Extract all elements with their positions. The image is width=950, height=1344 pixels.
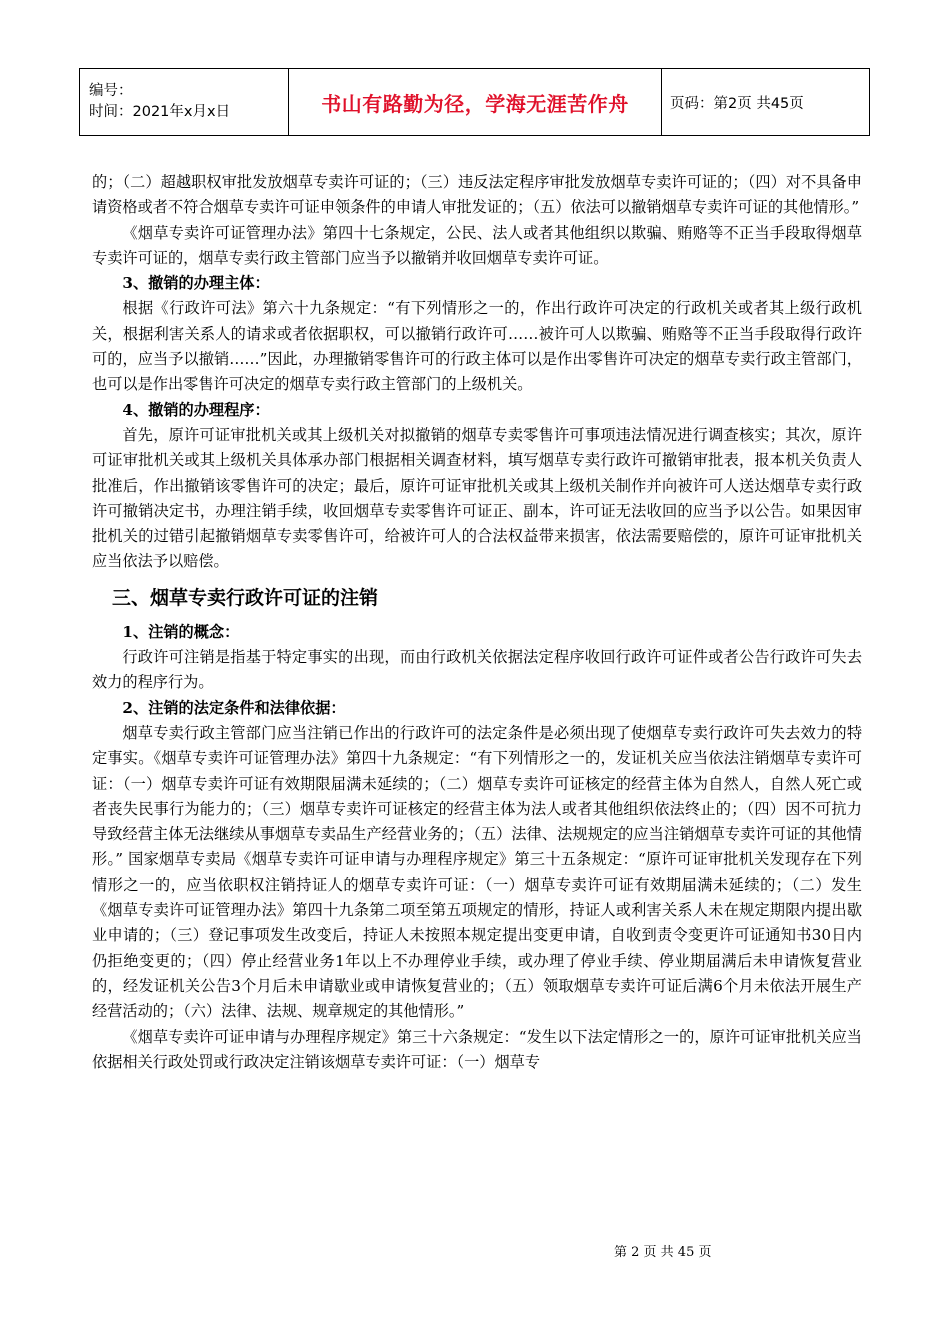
paragraph: 行政许可注销是指基于特定事实的出现，而由行政机关依据法定程序收回行政许可证件或者公告行政许可失去效力的程序行为。 (92, 648, 862, 692)
paragraph: 根据《行政许可法》第六十九条规定：“有下列情形之一的，作出行政许可决定的行政机关或者其上级行政机关，根据利害关系人的请求或者依据职权，可以撤销行政许可……被许可人以欺骗、贿赂等不正当手段取得行政许可的，应当予以撤销……”因此，办理撤销零售许可的行政主体可以是作出零售许可决定的烟草专卖行政主管部门，也可以是作出零售许可决定的烟草专卖行政主管部门的上级机关。 (92, 299, 862, 394)
header-motto: 书山有路勤为径，学海无涯苦作舟 (289, 69, 662, 136)
subheading: 3、撤销的办理主体： (122, 274, 270, 293)
page-footer: 第 2 页 共 45 页 (614, 1245, 712, 1260)
section-heading: 三、烟草专卖行政许可证的注销 (112, 586, 379, 609)
subheading: 2、注销的法定条件和法律依据： (122, 698, 346, 717)
paragraph: 的；（二）超越职权审批发放烟草专卖许可证的；（三）违反法定程序审批发放烟草专卖许可证的；（四）对不具备申请资格或者不符合烟草专卖许可证申领条件的申请人审批发证的；（五）依法可以撤销烟草专卖许可证的其他情形。” (92, 173, 862, 217)
paragraph: 首先，原许可证审批机关或其上级机关对拟撤销的烟草专卖零售许可事项违法情况进行调查核实；其次，原许可证审批机关或其上级机关具体承办部门根据相关调查材料，填写烟草专卖行政许可撤销审批表，报本机关负责人批准后，作出撤销该零售许可的决定；最后，原许可证审批机关或其上级机关制作并向被许可人送达烟草专卖行政许可撤销决定书，办理注销手续，收回烟草专卖零售许可证正、副本，许可证无法收回的应当予以公告。如果因审批机关的过错引起撤销烟草专卖零售许可，给被许可人的合法权益带来损害，依法需要赔偿的，原许可证审批机关应当依法予以赔偿。 (92, 425, 862, 571)
paragraph: 《烟草专卖许可证管理办法》第四十七条规定，公民、法人或者其他组织以欺骗、贿赂等不正当手段取得烟草专卖许可证的，烟草专卖行政主管部门应当予以撤销并收回烟草专卖许可证。 (92, 223, 862, 267)
paragraph: 《烟草专卖许可证申请与办理程序规定》第三十六条规定：“发生以下法定情形之一的，原许可证审批机关应当依据相关行政处罚或行政决定注销该烟草专卖许可证：（一）烟草专 (92, 1027, 862, 1071)
document-date: 时间：2021年x月x日 (89, 104, 231, 120)
document-body (92, 170, 862, 1075)
document-header (79, 68, 870, 136)
document-number: 编号： (89, 83, 133, 99)
paragraph: 烟草专卖行政主管部门应当注销已作出的行政许可的法定条件是必须出现了使烟草专卖行政许可失去效力的特定事实。《烟草专卖许可证管理办法》第四十九条规定：“有下列情形之一的，发证机关应当依法注销烟草专卖许可证：（一）烟草专卖许可证有效期限届满未延续的；（二）烟草专卖许可证核定的经营主体为自然人，自然人死亡或者丧失民事行为能力的；（三）烟草专卖许可证核定的经营主体为法人或者其他组织依法终止的；（四）因不可抗力导致经营主体无法继续从事烟草专卖品生产经营业务的；（五）法律、法规规定的应当注销烟草专卖许可证的其他情形。” 国家烟草专卖局《烟草专卖许可证申请与办理程序规定》第三十五条规定：“原许可证审批机关发现存在下列情形之一的，应当依职权注销持证人的烟草专卖许可证：（一）烟草专卖许可证有效期届满未延续的；（二）发生《烟草专卖许可证管理办法》第四十九条第二项至第五项规定的情形，持证人或利害关系人未在规定期限内提出歇业申请的；（三）登记事项发生改变后，持证人未按照本规定提出变更申请，自收到责令变更许可证通知书30日内仍拒绝变更的；（四）停止经营业务1年以上不办理停业手续，或办理了停业手续、停业期届满后未申请恢复营业的，经发证机关公告3个月后未申请歇业或申请恢复营业的；（五）领取烟草专卖许可证后满6个月未依法开展生产经营活动的；（六）法律、法规、规章规定的其他情形。” (92, 723, 862, 1021)
header-meta (80, 69, 289, 136)
header-page-info: 页码：第2页 共45页 (662, 69, 870, 136)
subheading: 4、撤销的办理程序： (122, 400, 270, 419)
subheading: 1、注销的概念： (122, 622, 240, 641)
